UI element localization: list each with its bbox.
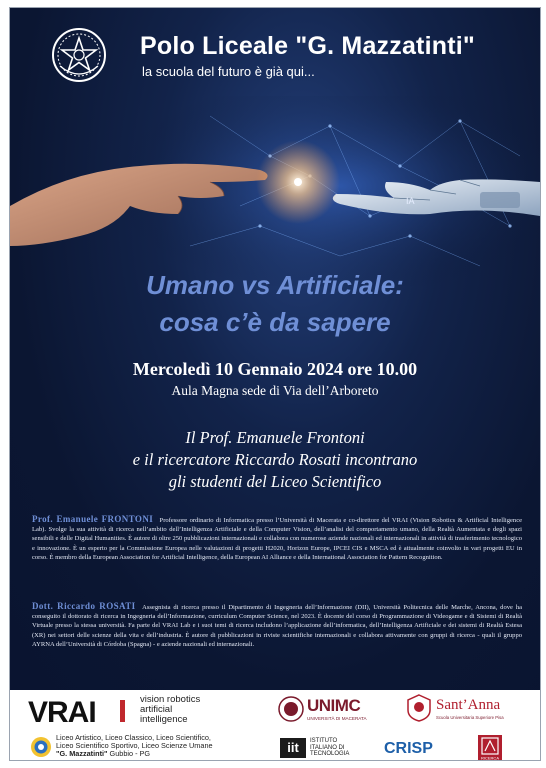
- intro-line-2: e il ricercatore Riccardo Rosati incontrano: [132, 450, 418, 469]
- event-title-line-2: cosa c’è da sapere: [159, 307, 391, 337]
- iit-logo-icon: iit: [280, 738, 306, 758]
- hero-illustration: [10, 96, 540, 286]
- speaker-name: Dott. Riccardo ROSATI: [32, 601, 136, 611]
- school-line-3: [56, 750, 150, 758]
- speaker-bio-frontoni: [32, 515, 522, 562]
- school-line-1: Liceo Artistico, Liceo Classico, Liceo Scientifico,: [56, 733, 211, 742]
- vrai-tagline-3: intelligence: [140, 714, 188, 725]
- republic-emblem-icon: [50, 26, 108, 84]
- school-emblem-icon: [30, 736, 52, 758]
- vrai-tagline-1: vision robotics: [140, 694, 201, 705]
- unimc-wordmark: UNIMC: [307, 696, 361, 715]
- ricerca-label: RICERCA: [480, 755, 500, 761]
- intro-line-3: gli studenti del Liceo Scientifico: [168, 472, 382, 491]
- organization-name: Polo Liceale "G. Mazzatinti": [140, 32, 475, 60]
- event-venue: Aula Magna sede di Via dell’Arboreto: [171, 383, 379, 398]
- ricerca-logo-icon: [477, 734, 503, 761]
- vrai-tagline-2: artificial: [140, 704, 173, 715]
- event-date: Mercoledì 10 Gennaio 2024 ore 10.00: [132, 359, 418, 379]
- event-title-line-1: Umano vs Artificiale:: [146, 270, 404, 300]
- speaker-bio-text: Assegnista di ricerca presso il Dipartimento di Ingegneria dell’Informazione (DII), Università Politecnica delle Marche, Ancona, dove ha conseguito il dottorato di ricerca in Ingegneria dell’Informazione, curriculum Computer Science, nel 2023. È docente del corso di Programmazione di Videogame e di Sistemi di Realtà Virtuale presso la stessa università. Fa parte del VRAI Lab e i suoi temi di ricerca includono l’applicazione dell’informatica, dell’Intelligenza Artificiale e dei sistemi di Realtà Estesa (XR) nei settori delle scienze della vita e dell’industria. È autore di pubblicazioni in riviste scientifiche internazionali e collabora attivamente con gruppi di ricerca - quali il gruppo AYRNA dell’Università di Córdoba (Spagna) - e aziende nazionali ed internazionali.: [32, 604, 523, 648]
- iit-line-3: TECNOLOGIA: [310, 751, 350, 758]
- hero-ia-label: IA: [406, 196, 415, 206]
- speaker-bio-rosati: [32, 602, 522, 649]
- vrai-logo-icon: [28, 694, 128, 728]
- partner-logos-footer: [10, 690, 540, 761]
- crisp-logo: CRISP: [384, 740, 433, 757]
- speaker-name: Prof. Emanuele FRONTONI: [32, 514, 154, 524]
- iit-line-1: ISTITUTO: [310, 738, 338, 744]
- santanna-wordmark: Sant’Anna: [436, 697, 501, 713]
- intro-line-1: Il Prof. Emanuele Frontoni: [185, 428, 365, 447]
- speaker-bio-text: Professore ordinario di Informatica presso l’Università di Macerata e co-direttore del VRAI (Vision Robotics & Artificial Intelligence Lab). Svolge la sua attività di ricerca nell’ambito dell’Intelligenza Artificiale e della Computer Vision, dell’analisi del comportamento umano, della Realtà Aumentata e degli spazi sensibili e delle Digital Humanities. È autore di oltre 250 pubblicazioni internazionali e collabora con numerose aziende nazionali ed internazionali in attività di trasferimento tecnologico e innovazione. È un esperto per la Commissione Europea nelle valutazioni di progetti H2020, Horizon Europe, IPCEI CIS e MSCA ed è attualmente coinvolto in vari progetti EU in corso. È membro della European Association for Artificial Intelligence, della European AI Alliance e della International Association for Pattern Recognition.: [32, 517, 523, 561]
- school-location: Gubbio - PG: [107, 749, 151, 758]
- unimc-subtitle: UNIVERSITÀ DI MACERATA: [307, 716, 367, 721]
- organization-motto: la scuola del futuro è già qui...: [142, 64, 315, 79]
- school-line-2: Liceo Scientifico Sportivo, Liceo Scienze Umane: [56, 741, 213, 750]
- vrai-wordmark: VRAI: [28, 696, 96, 728]
- santanna-subtitle: Scuola Universitaria Superiore Pisa: [436, 715, 504, 720]
- unimc-seal-icon: [278, 696, 304, 722]
- poster-background: [10, 8, 540, 690]
- santanna-seal-icon: [406, 694, 432, 722]
- poster-page: [9, 7, 541, 761]
- iit-line-2: ITALIANO DI: [310, 744, 345, 751]
- school-name: "G. Mazzatinti": [56, 749, 108, 758]
